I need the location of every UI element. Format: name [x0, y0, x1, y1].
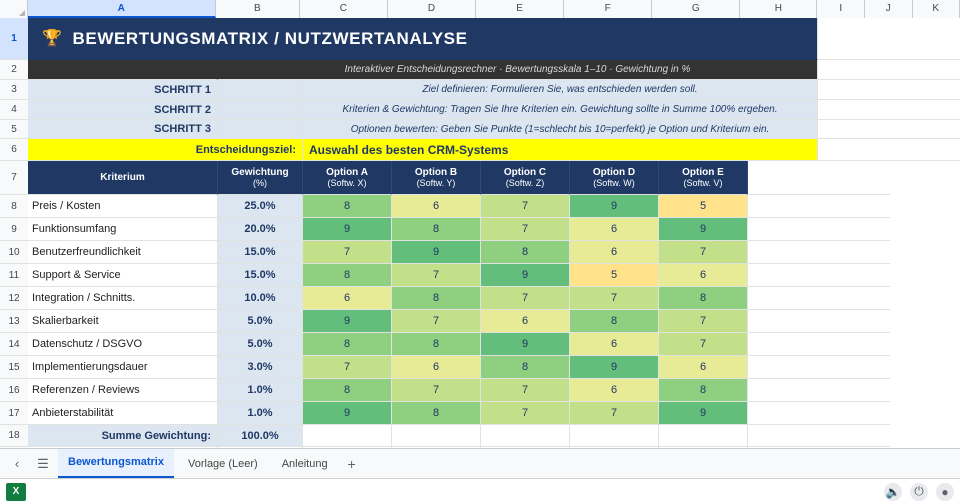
sum-empty-c[interactable]	[303, 425, 392, 447]
hamburger-icon[interactable]: ☰	[37, 455, 49, 471]
criterion-weight[interactable]: 20.0%	[218, 218, 303, 241]
empty-cell-h10[interactable]	[748, 241, 890, 264]
header-gewichtung-sub: (%)	[253, 178, 267, 189]
score-cell[interactable]: 7	[481, 287, 570, 310]
grid-row-5	[28, 120, 960, 139]
score-cell[interactable]: 6	[570, 218, 659, 241]
score-cell[interactable]: 7	[481, 402, 570, 425]
title-banner-text: BEWERTUNGSMATRIX / NUTZWERTANALYSE	[72, 28, 468, 48]
empty-cell-h3[interactable]	[818, 80, 960, 100]
table-row	[28, 264, 960, 287]
criterion-name[interactable]: Preis / Kosten	[28, 195, 218, 218]
row-header-7[interactable]: 7	[0, 161, 28, 195]
trophy-icon: 🏆	[42, 29, 63, 47]
row-header-17[interactable]: 17	[0, 402, 28, 425]
table-row	[28, 379, 960, 402]
column-header-j[interactable]: J	[865, 0, 913, 18]
criterion-name[interactable]: Benutzerfreundlichkeit	[28, 241, 218, 264]
header-kriterium[interactable]	[28, 161, 218, 195]
score-cell[interactable]: 9	[481, 333, 570, 356]
criterion-name[interactable]: Implementierungsdauer	[28, 356, 218, 379]
score-cell[interactable]: 7	[481, 218, 570, 241]
decision-goal-value[interactable]: Auswahl des besten CRM-Systems	[303, 139, 818, 161]
column-header-g[interactable]: G	[652, 0, 740, 18]
step-1-text[interactable]: Ziel definieren: Formulieren Sie, was entschieden werden soll.	[303, 80, 818, 100]
criterion-weight[interactable]: 25.0%	[218, 195, 303, 218]
header-option-d-text: Option D	[592, 166, 636, 178]
column-header-i[interactable]: I	[817, 0, 865, 18]
criterion-name[interactable]: Referenzen / Reviews	[28, 379, 218, 402]
row-header-9[interactable]: 9	[0, 218, 28, 241]
row-header-5[interactable]: 5	[0, 120, 28, 139]
subtitle-banner-text: Interaktiver Entscheidungsrechner · Bewertungsskala 1–10 · Gewichtung in %	[218, 60, 818, 80]
header-kriterium-text: Kriterium	[100, 171, 145, 183]
score-cell[interactable]: 8	[392, 402, 481, 425]
score-cell[interactable]: 8	[303, 195, 392, 218]
criterion-weight[interactable]: 15.0%	[218, 264, 303, 287]
score-cell[interactable]: 8	[392, 333, 481, 356]
row-header-6[interactable]: 6	[0, 139, 28, 161]
table-row	[28, 241, 960, 264]
speaker-icon[interactable]: 🔈	[885, 484, 901, 499]
grid-row-4	[28, 100, 960, 120]
table-row	[28, 287, 960, 310]
add-sheet-button[interactable]: +	[347, 455, 356, 472]
column-header-h[interactable]: H	[740, 0, 817, 18]
row-header-bar	[0, 18, 28, 461]
step-3-label[interactable]: SCHRITT 3	[28, 120, 218, 139]
column-header-e[interactable]: E	[476, 0, 564, 18]
score-cell[interactable]: 7	[303, 241, 392, 264]
step-2-text[interactable]: Kriterien & Gewichtung: Tragen Sie Ihre Kriterien ein. Gewichtung sollte in Summe 100% ergeben.	[303, 100, 818, 120]
sheet-grid[interactable]	[28, 18, 960, 458]
header-option-d[interactable]	[570, 161, 659, 195]
criterion-weight[interactable]: 15.0%	[218, 241, 303, 264]
score-cell[interactable]: 6	[570, 379, 659, 402]
header-option-a-sub: (Softw. X)	[327, 178, 367, 189]
criterion-name[interactable]: Datenschutz / DSGVO	[28, 333, 218, 356]
score-cell[interactable]: 7	[303, 356, 392, 379]
battery-icon[interactable]: ⏻	[910, 483, 928, 501]
empty-cell-h11[interactable]	[748, 264, 890, 287]
table-row	[28, 310, 960, 333]
header-gewichtung[interactable]	[218, 161, 303, 195]
criterion-weight[interactable]: 5.0%	[218, 310, 303, 333]
row-header-18[interactable]: 18	[0, 425, 28, 447]
header-option-a-text: Option A	[326, 166, 368, 178]
row-header-11[interactable]: 11	[0, 264, 28, 287]
column-header-d[interactable]: D	[388, 0, 476, 18]
score-cell[interactable]: 7	[570, 287, 659, 310]
step-3-text[interactable]: Optionen bewerten: Geben Sie Punkte (1=schlecht bis 10=perfekt) je Option und Kriterium ein.	[303, 120, 818, 139]
select-all-corner[interactable]	[0, 0, 28, 18]
criterion-weight[interactable]: 5.0%	[218, 333, 303, 356]
score-cell[interactable]: 7	[392, 310, 481, 333]
score-cell[interactable]: 8	[303, 264, 392, 287]
table-row	[28, 195, 960, 218]
score-cell[interactable]: 7	[659, 333, 748, 356]
score-cell[interactable]: 8	[659, 379, 748, 402]
score-cell[interactable]: 6	[570, 241, 659, 264]
criterion-name[interactable]: Integration / Schnitts.	[28, 287, 218, 310]
score-cell[interactable]: 6	[392, 356, 481, 379]
row-header-10[interactable]: 10	[0, 241, 28, 264]
score-cell[interactable]: 8	[481, 241, 570, 264]
decision-goal-label[interactable]: Entscheidungsziel:	[28, 139, 303, 161]
score-cell[interactable]: 7	[659, 241, 748, 264]
header-option-c[interactable]	[481, 161, 570, 195]
table-row	[28, 218, 960, 241]
taskbar-right	[884, 483, 954, 501]
row-header-12[interactable]: 12	[0, 287, 28, 310]
score-cell[interactable]: 8	[481, 356, 570, 379]
score-cell[interactable]: 8	[303, 379, 392, 402]
header-gewichtung-text: Gewichtung	[231, 166, 289, 178]
grid-row-7	[28, 161, 960, 195]
score-cell[interactable]: 8	[659, 287, 748, 310]
step-3-spacer[interactable]	[218, 120, 303, 139]
sum-empty-g[interactable]	[659, 425, 748, 447]
criterion-name[interactable]: Support & Service	[28, 264, 218, 287]
header-option-c-sub: (Softw. Z)	[505, 178, 545, 189]
score-cell[interactable]: 6	[303, 287, 392, 310]
sheet-tab-anleitung[interactable]: Anleitung	[281, 457, 328, 470]
criterion-weight[interactable]: 3.0%	[218, 356, 303, 379]
taskbar	[0, 478, 960, 504]
row-header-13[interactable]: 13	[0, 310, 28, 333]
row-header-2[interactable]: 2	[0, 60, 28, 80]
score-cell[interactable]: 6	[392, 195, 481, 218]
step-2-label[interactable]: SCHRITT 2	[28, 100, 218, 120]
criterion-name[interactable]: Skalierbarkeit	[28, 310, 218, 333]
header-option-d-sub: (Softw. W)	[593, 178, 635, 189]
score-cell[interactable]: 9	[303, 310, 392, 333]
score-cell[interactable]: 5	[570, 264, 659, 287]
score-cell[interactable]: 6	[570, 333, 659, 356]
taskbar-left	[6, 483, 26, 501]
empty-cell-h13[interactable]	[748, 310, 890, 333]
score-cell[interactable]: 7	[481, 379, 570, 402]
sheet-tab-bewertungsmatrix[interactable]: Bewertungsmatrix	[58, 449, 174, 479]
empty-cell-h9[interactable]	[748, 218, 890, 241]
empty-cell-h14[interactable]	[748, 333, 890, 356]
criterion-name[interactable]: Funktionsumfang	[28, 218, 218, 241]
table-row	[28, 356, 960, 379]
empty-cell-h17[interactable]	[748, 402, 890, 425]
empty-cell-h5[interactable]	[818, 120, 960, 139]
criterion-weight[interactable]: 10.0%	[218, 287, 303, 310]
score-cell[interactable]: 7	[392, 264, 481, 287]
score-cell[interactable]: 9	[659, 402, 748, 425]
sheet-tab-bar	[0, 448, 960, 478]
grid-row-2	[28, 60, 960, 80]
score-cell[interactable]: 8	[392, 287, 481, 310]
spreadsheet-app-icon[interactable]: X	[6, 483, 26, 501]
score-cell[interactable]: 5	[659, 195, 748, 218]
network-icon[interactable]: ●	[936, 483, 954, 501]
column-header-bar	[0, 0, 960, 18]
row-header-4[interactable]: 4	[0, 100, 28, 120]
score-cell[interactable]: 9	[659, 218, 748, 241]
score-cell[interactable]: 8	[303, 333, 392, 356]
score-cell[interactable]: 9	[481, 264, 570, 287]
grid-row-1	[28, 18, 960, 60]
score-cell[interactable]: 9	[303, 218, 392, 241]
empty-cell-h1[interactable]	[818, 18, 960, 60]
header-option-a[interactable]	[303, 161, 392, 195]
empty-cell-h18[interactable]	[748, 425, 890, 447]
score-cell[interactable]: 6	[659, 356, 748, 379]
score-cell[interactable]: 9	[392, 241, 481, 264]
score-cell[interactable]: 9	[570, 195, 659, 218]
grid-row-18	[28, 425, 960, 447]
column-header-f[interactable]: F	[564, 0, 652, 18]
header-option-e-sub: (Softw. V)	[683, 178, 723, 189]
empty-cell-h12[interactable]	[748, 287, 890, 310]
header-option-e-text: Option E	[682, 166, 724, 178]
score-cell[interactable]: 6	[481, 310, 570, 333]
chevron-left-icon[interactable]: ‹	[14, 456, 20, 471]
step-1-label[interactable]: SCHRITT 1	[28, 80, 218, 100]
empty-cell-h16[interactable]	[748, 379, 890, 402]
criterion-name[interactable]: Anbieterstabilität	[28, 402, 218, 425]
header-option-e[interactable]	[659, 161, 748, 195]
empty-cell-h2[interactable]	[818, 60, 960, 80]
row-header-3[interactable]: 3	[0, 80, 28, 100]
score-cell[interactable]: 7	[570, 402, 659, 425]
title-banner[interactable]	[28, 18, 818, 60]
sum-empty-d[interactable]	[392, 425, 481, 447]
header-option-b[interactable]	[392, 161, 481, 195]
criterion-weight[interactable]: 1.0%	[218, 379, 303, 402]
sum-weight-label[interactable]: Summe Gewichtung:	[28, 425, 218, 447]
row-header-8[interactable]: 8	[0, 195, 28, 218]
score-cell[interactable]: 8	[570, 310, 659, 333]
sum-empty-e[interactable]	[481, 425, 570, 447]
score-cell[interactable]: 7	[392, 379, 481, 402]
row-header-14[interactable]: 14	[0, 333, 28, 356]
column-header-b[interactable]: B	[216, 0, 300, 18]
empty-cell-h15[interactable]	[748, 356, 890, 379]
score-cell[interactable]: 8	[392, 218, 481, 241]
criterion-weight[interactable]: 1.0%	[218, 402, 303, 425]
grid-row-6	[28, 139, 960, 161]
score-cell[interactable]: 6	[659, 264, 748, 287]
row-header-1[interactable]: 1	[0, 18, 28, 60]
subtitle-banner-left[interactable]	[28, 60, 218, 80]
header-option-c-text: Option C	[503, 166, 547, 178]
header-option-b-text: Option B	[414, 166, 458, 178]
grid-row-3	[28, 80, 960, 100]
empty-cell-h8[interactable]	[748, 195, 890, 218]
criteria-rows-container	[28, 195, 960, 425]
sheet-tab-vorlage-leer[interactable]: Vorlage (Leer)	[187, 457, 258, 470]
row-header-16[interactable]: 16	[0, 379, 28, 402]
column-header-a[interactable]: A	[28, 0, 216, 18]
score-cell[interactable]: 7	[481, 195, 570, 218]
score-cell[interactable]: 7	[659, 310, 748, 333]
column-header-c[interactable]: C	[300, 0, 388, 18]
table-row	[28, 333, 960, 356]
empty-cell-h6[interactable]	[818, 139, 960, 161]
header-option-b-sub: (Softw. Y)	[416, 178, 456, 189]
score-cell[interactable]: 9	[303, 402, 392, 425]
table-row	[28, 402, 960, 425]
sum-weight-value[interactable]: 100.0%	[218, 425, 303, 447]
sum-empty-f[interactable]	[570, 425, 659, 447]
score-cell[interactable]: 9	[570, 356, 659, 379]
empty-cell-h4[interactable]	[818, 100, 960, 120]
step-1-spacer[interactable]	[218, 80, 303, 100]
empty-cell-h7[interactable]	[748, 161, 890, 195]
row-header-15[interactable]: 15	[0, 356, 28, 379]
step-2-spacer[interactable]	[218, 100, 303, 120]
column-header-k[interactable]: K	[913, 0, 960, 18]
